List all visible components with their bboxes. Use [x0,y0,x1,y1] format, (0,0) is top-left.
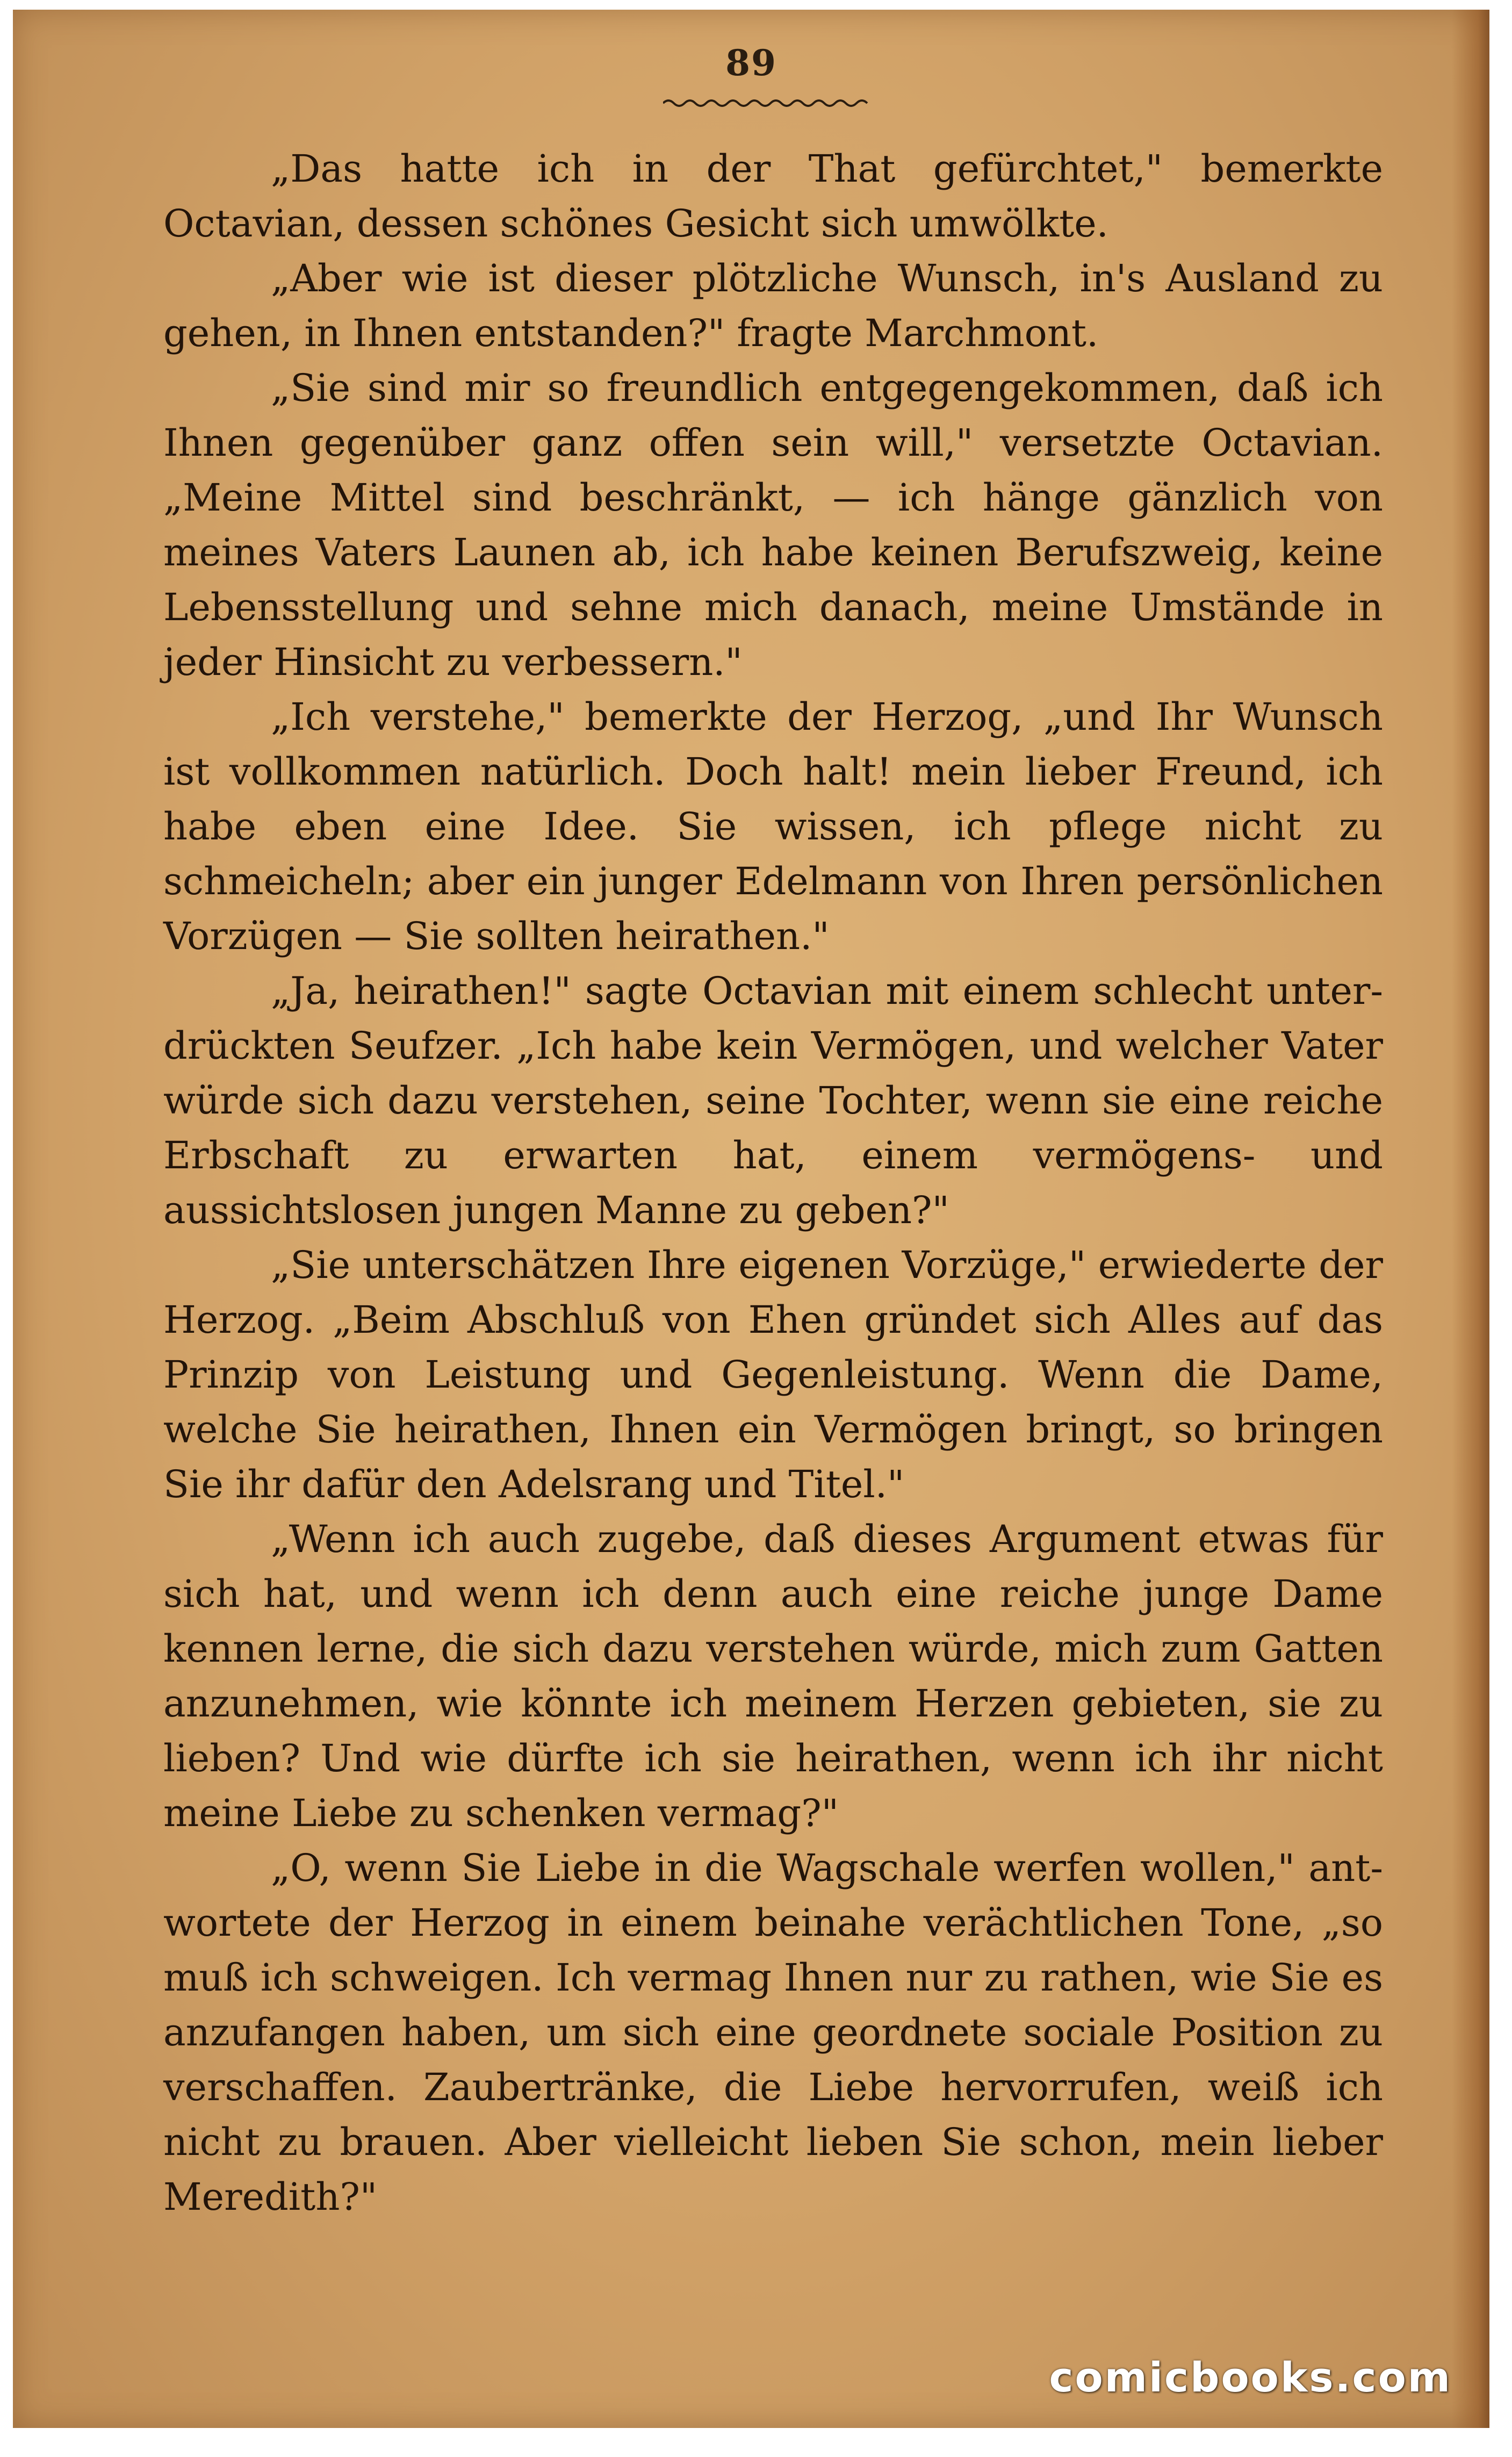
paragraph: „Ja, heirathen!" sagte Octavian mit einem schlecht unterdrückten Seufzer. „Ich habe kein Vermögen, und welcher Vater würde sich dazu verstehen, seine Tochter, wenn sie eine reiche Erbschaft zu erwarten hat, einem vermögens- und aussichtslosen jungen Manne zu geben?" [163,969,1383,1232]
paragraph: „Sie sind mir so freundlich entgegengekommen, daß ich Ihnen gegenüber ganz offen sein will," versetzte Octavian. „Meine Mittel sind beschränkt, — ich hänge gänzlich von meines Vaters Launen ab, ich habe keinen Berufszweig, keine Lebensstellung und sehne mich danach, meine Umstände in jeder Hinsicht zu verbessern." [163,366,1383,684]
paragraph: „Ich verstehe," bemerkte der Herzog, „und Ihr Wunsch ist vollkommen natürlich. Doch halt! mein lieber Freund, ich habe eben eine Idee. Sie wissen, ich pflege nicht zu schmeicheln; aber ein junger Edelmann von Ihren persönlichen Vorzügen — Sie sollten heirathen." [163,695,1383,958]
paragraph: „Sie unterschätzen Ihre eigenen Vorzüge," erwiederte der Herzog. „Beim Abschluß von Ehen gründet sich Alles auf das Prinzip von Leistung und Gegenleistung. Wenn die Dame, welche Sie heirathen, Ihnen ein Vermögen bringt, so bringen Sie ihr dafür den Adelsrang und Titel." [163,1243,1383,1506]
paragraph: „Aber wie ist dieser plötzliche Wunsch, in's Ausland zu gehen, in Ihnen entstanden?" fragte Marchmont. [163,256,1383,355]
page-number: 89 [725,42,777,84]
paragraph: „Wenn ich auch zugebe, daß dieses Argument etwas für sich hat, und wenn ich denn auch eine reiche junge Dame kennen lerne, die sich dazu verstehen würde, mich zum Gatten anzunehmen, wie könnte ich meinem Herzen gebieten, sie zu lieben? Und wie dürfte ich sie heirathen, wenn ich ihr nicht meine Liebe zu schenken vermag?" [163,1517,1383,1835]
paragraph: „Das hatte ich in der That gefürchtet," bemerkte Octavian, dessen schönes Gesicht sich umwölkte. [163,147,1383,246]
watermark: comicbooks.com [1049,2353,1452,2401]
body-text [163,141,1383,2224]
ornamental-rule [663,96,873,107]
page-edge-shadow [1452,10,1489,2428]
paragraph: „O, wenn Sie Liebe in die Wagschale werfen wollen," antwortete der Herzog in einem beinahe verächtlichen Tone, „so muß ich schweigen. Ich vermag Ihnen nur zu rathen, wie Sie es anzufangen haben, um sich eine geordnete sociale Position zu verschaffen. Zaubertränke, die Liebe hervorrufen, weiß ich nicht zu brauen. Aber vielleicht lieben Sie schon, mein lieber Meredith?" [163,1846,1383,2219]
book-page [13,10,1489,2428]
